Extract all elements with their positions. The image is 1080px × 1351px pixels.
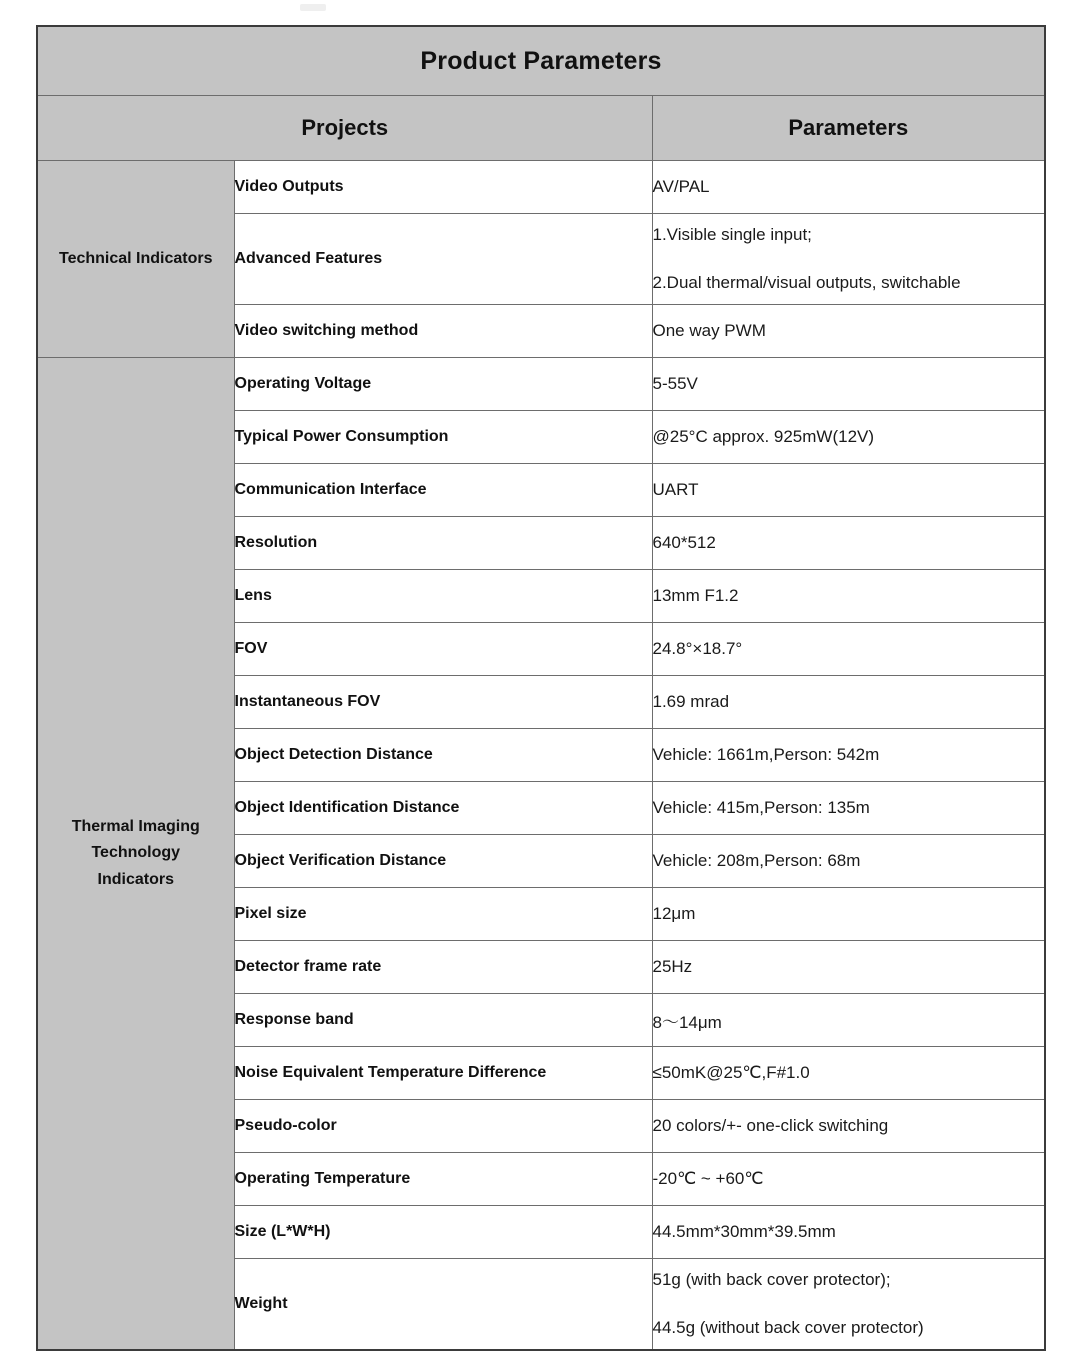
scan-artifact	[300, 4, 326, 11]
parameter-value-cell	[652, 835, 1045, 888]
parameter-name-cell: Video Outputs	[234, 161, 652, 214]
parameter-value-cell	[652, 1259, 1045, 1351]
parameter-value-cell	[652, 358, 1045, 411]
table-title-row	[37, 26, 1045, 96]
category-label-line: Indicators	[97, 870, 174, 888]
product-parameters-sheet	[36, 25, 1044, 1337]
parameter-value-cell	[652, 411, 1045, 464]
parameter-value-line: 25Hz	[652, 957, 693, 976]
parameter-value-line: 12μm	[652, 904, 696, 923]
parameter-value-line: @25°C approx. 925mW(12V)	[652, 427, 875, 446]
parameter-name-cell: Detector frame rate	[234, 941, 652, 994]
parameter-name-cell: Object Identification Distance	[234, 782, 652, 835]
parameter-value-line: Vehicle: 415m,Person: 135m	[652, 798, 870, 817]
parameter-value-line: 1.69 mrad	[652, 692, 730, 711]
parameter-value-cell	[652, 888, 1045, 941]
parameter-name-cell: Response band	[234, 994, 652, 1047]
parameter-name-cell: Object Verification Distance	[234, 835, 652, 888]
parameter-value-cell	[652, 1100, 1045, 1153]
parameter-name-cell: Operating Temperature	[234, 1153, 652, 1206]
parameter-value-line: Vehicle: 208m,Person: 68m	[652, 851, 861, 870]
parameter-value-cell	[652, 305, 1045, 358]
parameter-value-cell	[652, 676, 1045, 729]
parameter-value-cell	[652, 161, 1045, 214]
parameter-value-line: UART	[652, 480, 699, 499]
parameter-name-cell: Communication Interface	[234, 464, 652, 517]
parameter-value-cell	[652, 941, 1045, 994]
parameter-value-line: 8～14μm	[652, 1012, 722, 1032]
parameter-name-cell: Resolution	[234, 517, 652, 570]
parameter-value-cell	[652, 464, 1045, 517]
parameter-value-line: AV/PAL	[652, 177, 710, 196]
parameter-value-cell	[652, 729, 1045, 782]
parameter-name-cell: Weight	[234, 1259, 652, 1351]
parameter-name-cell: Video switching method	[234, 305, 652, 358]
parameter-name-cell: Typical Power Consumption	[234, 411, 652, 464]
parameter-value-line: One way PWM	[652, 321, 766, 340]
category-cell	[37, 358, 234, 1351]
parameter-value-cell	[652, 782, 1045, 835]
parameter-value-cell	[652, 1047, 1045, 1100]
table-row	[37, 358, 1045, 411]
parameter-value-line: ≤50mK@25℃,F#1.0	[652, 1063, 810, 1082]
parameter-name-cell: Lens	[234, 570, 652, 623]
parameter-value-cell	[652, 214, 1045, 305]
parameter-value-line: 2.Dual thermal/visual outputs, switchable	[652, 273, 961, 292]
parameter-value-line: Vehicle: 1661m,Person: 542m	[652, 745, 880, 764]
table-row	[37, 161, 1045, 214]
page-title: Product Parameters	[37, 26, 1045, 96]
parameter-name-cell: Pseudo-color	[234, 1100, 652, 1153]
column-header-row	[37, 96, 1045, 161]
parameter-name-cell: Size (L*W*H)	[234, 1206, 652, 1259]
parameter-value-cell	[652, 1206, 1045, 1259]
parameter-value-cell	[652, 517, 1045, 570]
category-cell: Technical Indicators	[37, 161, 234, 358]
parameter-name-cell: Pixel size	[234, 888, 652, 941]
column-header-projects: Projects	[37, 96, 652, 161]
parameter-name-cell: Operating Voltage	[234, 358, 652, 411]
parameter-name-cell: Noise Equivalent Temperature Difference	[234, 1047, 652, 1100]
parameter-value-line: 640*512	[652, 533, 716, 552]
parameter-value-line: 44.5g (without back cover protector)	[652, 1318, 924, 1337]
parameter-value-line: -20℃ ~ +60℃	[652, 1169, 764, 1188]
category-label-line: Thermal Imaging	[71, 817, 200, 835]
spec-table	[36, 25, 1046, 1351]
parameter-value-line: 44.5mm*30mm*39.5mm	[652, 1222, 836, 1241]
parameter-name-cell: Advanced Features	[234, 214, 652, 305]
parameter-value-cell	[652, 570, 1045, 623]
parameter-value-cell	[652, 1153, 1045, 1206]
column-header-parameters: Parameters	[652, 96, 1045, 161]
parameter-value-line: 1.Visible single input;	[652, 225, 812, 244]
parameter-value-line: 5-55V	[652, 374, 698, 393]
parameter-value-line: 24.8°×18.7°	[652, 639, 743, 658]
parameter-value-line: 51g (with back cover protector);	[652, 1270, 891, 1289]
parameter-name-cell: FOV	[234, 623, 652, 676]
parameter-value-cell	[652, 994, 1045, 1047]
parameter-name-cell: Instantaneous FOV	[234, 676, 652, 729]
parameter-value-line: 13mm F1.2	[652, 586, 739, 605]
parameter-value-cell	[652, 623, 1045, 676]
category-label-line: Technology	[91, 844, 181, 862]
parameter-name-cell: Object Detection Distance	[234, 729, 652, 782]
parameter-value-line: 20 colors/+- one-click switching	[652, 1116, 889, 1135]
